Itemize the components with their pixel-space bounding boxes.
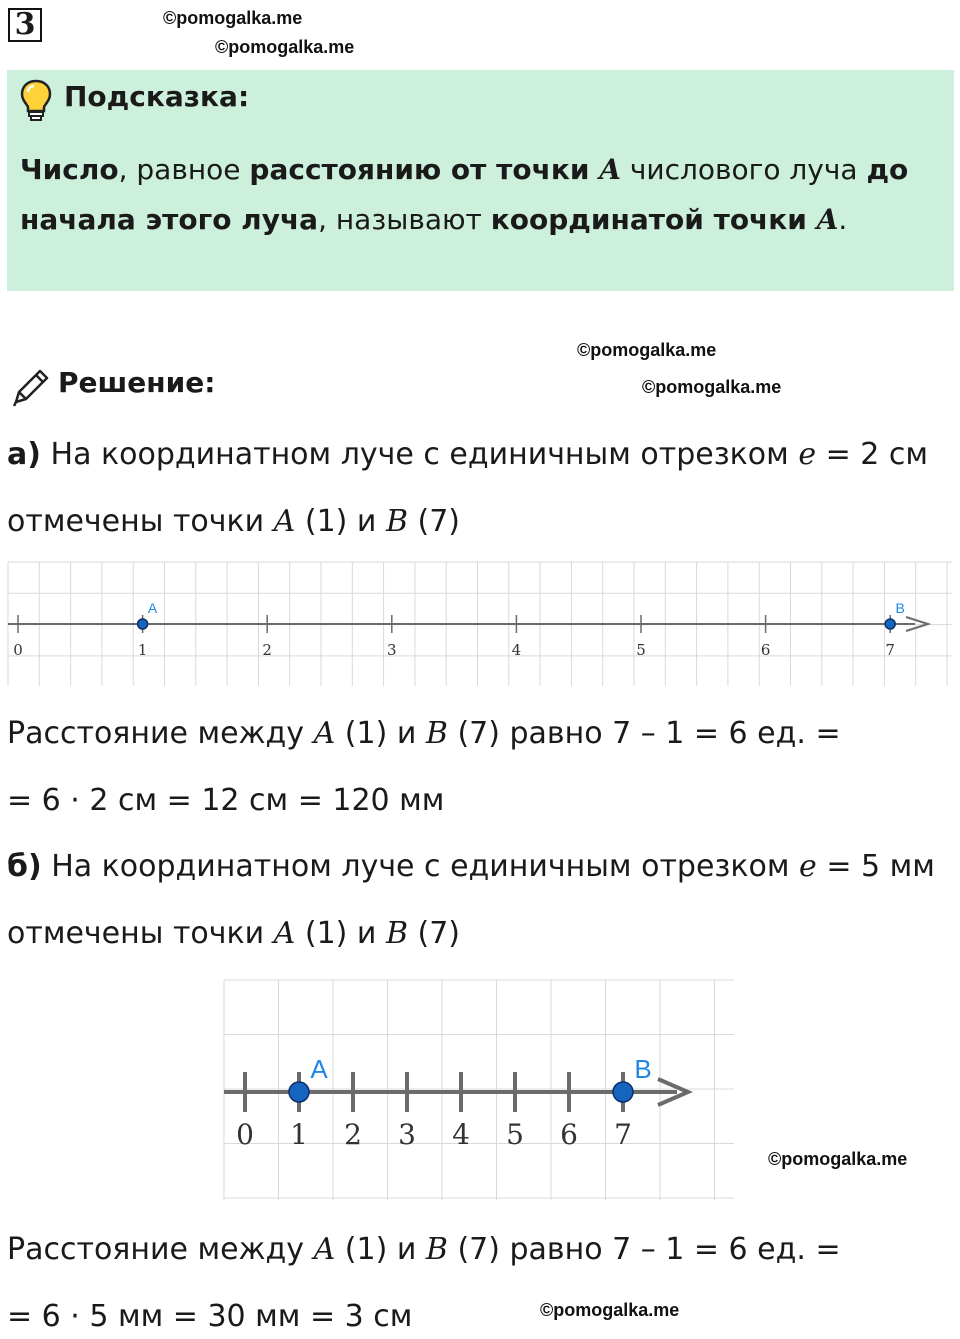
point-b-label: B: [895, 600, 905, 616]
solution-title: Решение:: [58, 366, 216, 399]
tick-label: 3: [387, 641, 397, 659]
tick-label: 5: [506, 1118, 524, 1151]
point-a-marker: [138, 619, 148, 629]
point-b-marker: [885, 619, 895, 629]
pencil-icon: [10, 366, 52, 408]
tick-label: 2: [344, 1118, 362, 1151]
part-b-distance: Расстояние между A (1) и B (7) равно 7 – 1 = 6 ед. =: [7, 1232, 841, 1267]
watermark: ©pomogalka.me: [577, 340, 717, 360]
lightbulb-icon: [18, 78, 54, 122]
tick-label: 3: [398, 1118, 416, 1151]
point-a-marker: [289, 1082, 309, 1102]
part-b-line1: б) На координатном луче с единичным отрезком e = 5 мм: [7, 849, 935, 884]
part-a-result: = 6 · 2 см = 12 см = 120 мм: [7, 783, 445, 818]
tick-label: 1: [137, 641, 148, 659]
point-a-label: A: [147, 600, 158, 616]
part-a-distance: Расстояние между A (1) и B (7) равно 7 – 1 = 6 ед. =: [7, 716, 841, 751]
hint-title: Подсказка:: [64, 80, 250, 113]
point-a-label: A: [310, 1054, 328, 1084]
tick-label: 4: [511, 641, 522, 659]
part-b-line2: отмечены точки A (1) и B (7): [7, 916, 461, 951]
part-a-line1: а) На координатном луче с единичным отрезком e = 2 см: [7, 437, 929, 472]
tick-label: 0: [13, 641, 23, 659]
part-b-result: = 6 · 5 мм = 30 мм = 3 см: [7, 1299, 413, 1334]
tick-label: 2: [262, 641, 272, 659]
tick-label: 6: [760, 641, 771, 659]
tick-label: 7: [614, 1118, 632, 1151]
point-b-marker: [613, 1082, 633, 1102]
tick-label: 6: [560, 1118, 578, 1151]
tick-label: 1: [290, 1118, 308, 1151]
tick-label: 4: [452, 1118, 470, 1151]
watermark: ©pomogalka.me: [642, 377, 782, 397]
watermark: ©pomogalka.me: [768, 1149, 908, 1169]
hint-text: Число, равное расстоянию от точки A числового луча до начала этого луча, называют координатой точки A.: [20, 153, 909, 236]
tick-label: 5: [636, 641, 646, 659]
point-b-label: B: [634, 1054, 652, 1084]
tick-label: 7: [885, 641, 895, 659]
watermark: ©pomogalka.me: [540, 1300, 680, 1320]
task-number: 3: [8, 8, 42, 42]
watermark: ©pomogalka.me: [163, 8, 303, 28]
ray-b-figure: [222, 978, 738, 1202]
tick-label: 0: [236, 1118, 254, 1151]
ray-a-figure: [0, 560, 960, 690]
watermark: ©pomogalka.me: [215, 37, 355, 57]
part-a-line2: отмечены точки A (1) и B (7): [7, 504, 461, 539]
